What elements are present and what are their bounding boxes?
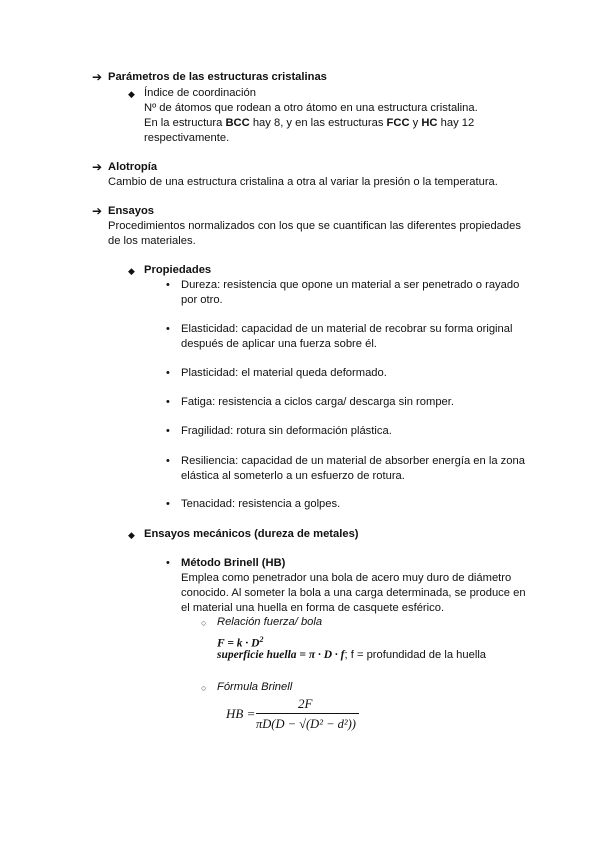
section-title-alotropia: Alotropía [108, 161, 158, 173]
propiedad-dureza-line2: por otro. [181, 294, 223, 306]
section-title-ensayos: Ensayos [108, 205, 155, 217]
mecanicos-title: Ensayos mecánicos (dureza de metales) [144, 528, 359, 540]
brinell-title: Método Brinell (HB) [181, 557, 286, 569]
bullet-dot-icon: • [166, 367, 170, 379]
indice-label: Índice de coordinación [144, 87, 256, 99]
bullet-dot-icon: • [166, 323, 170, 335]
relacion-eq1-main: F = k · D [217, 637, 260, 650]
formula-numerator: 2F [298, 696, 313, 711]
ensayos-text-line2: de los materiales. [108, 235, 196, 247]
relacion-label: Relación fuerza/ bola [217, 616, 323, 628]
indice-line2-a: En la estructura [144, 117, 226, 129]
section-title-parametros: Parámetros de las estructuras cristalinas [108, 71, 327, 83]
arrow-bullet-icon: ➔ [92, 70, 103, 84]
brinell-line3: el material una huella en forma de casquete esférico. [181, 602, 445, 614]
arrow-bullet-icon: ➔ [92, 204, 103, 218]
brinell-formula [226, 696, 366, 746]
alotropia-text: Cambio de una estructura cristalina a otra al variar la presión o la temperatura. [108, 176, 498, 188]
bullet-dot-icon: • [166, 498, 170, 510]
relacion-eq2-main: superficie huella = π · D · f [217, 649, 345, 661]
propiedad-tenacidad: Tenacidad: resistencia a golpes. [181, 498, 341, 510]
ensayos-text-line1: Procedimientos normalizados con los que se cuantifican las diferentes propiedades [108, 220, 521, 232]
bullet-dot-icon: • [166, 557, 170, 569]
fcc-term: FCC [386, 117, 410, 129]
arrow-bullet-icon: ➔ [92, 160, 103, 174]
bcc-term: BCC [225, 117, 250, 129]
propiedad-elasticidad-line1: Elasticidad: capacidad de un material de recobrar su forma original [181, 323, 513, 335]
propiedad-dureza-line1: Dureza: resistencia que opone un material a ser penetrado o rayado [181, 279, 520, 291]
formula-label: Fórmula Brinell [217, 681, 293, 693]
diamond-bullet-icon: ◆ [128, 530, 135, 540]
propiedad-resiliencia-line2: elástica al someterlo a un esfuerzo de rotura. [181, 470, 405, 482]
indice-line2-d: hay 12 [437, 117, 475, 129]
bullet-dot-icon: • [166, 279, 170, 291]
relacion-eq2 [217, 648, 486, 663]
circle-bullet-icon: ○ [201, 683, 207, 693]
brinell-line2: conocido. Al someter la bola a una carga determinada, se produce en [181, 587, 526, 599]
bullet-dot-icon: • [166, 396, 170, 408]
circle-bullet-icon: ○ [201, 618, 207, 628]
diamond-bullet-icon: ◆ [128, 89, 135, 99]
propiedades-title: Propiedades [144, 264, 212, 276]
propiedad-fatiga: Fatiga: resistencia a ciclos carga/ descarga sin romper. [181, 396, 454, 408]
formula-denominator: πD(D − √(D² − d²)) [256, 717, 356, 731]
propiedad-elasticidad-line2: después de aplicar una fuerza sobre él. [181, 338, 377, 350]
formula-lhs: HB = [226, 706, 256, 721]
brinell-line1: Emplea como penetrador una bola de acero muy duro de diámetro [181, 572, 512, 584]
relacion-eq2-tail: ; f = profundidad de la huella [344, 649, 487, 661]
indice-line1: Nº de átomos que rodean a otro átomo en una estructura cristalina. [144, 102, 478, 114]
bullet-dot-icon: • [166, 425, 170, 437]
propiedad-plasticidad: Plasticidad: el material queda deformado. [181, 367, 387, 379]
fraction-bar [256, 713, 359, 714]
propiedad-fragilidad: Fragilidad: rotura sin deformación plástica. [181, 425, 392, 437]
bullet-dot-icon: • [166, 455, 170, 467]
hc-term: HC [421, 117, 438, 129]
propiedad-resiliencia-line1: Resiliencia: capacidad de un material de absorber energía en la zona [181, 455, 525, 467]
relacion-eq1-exp: 2 [259, 635, 264, 644]
indice-line2 [144, 116, 474, 131]
indice-line2-c: y [409, 117, 422, 129]
indice-line3: respectivamente. [144, 132, 230, 144]
diamond-bullet-icon: ◆ [128, 266, 135, 276]
indice-line2-b: hay 8, y en las estructuras [249, 117, 387, 129]
